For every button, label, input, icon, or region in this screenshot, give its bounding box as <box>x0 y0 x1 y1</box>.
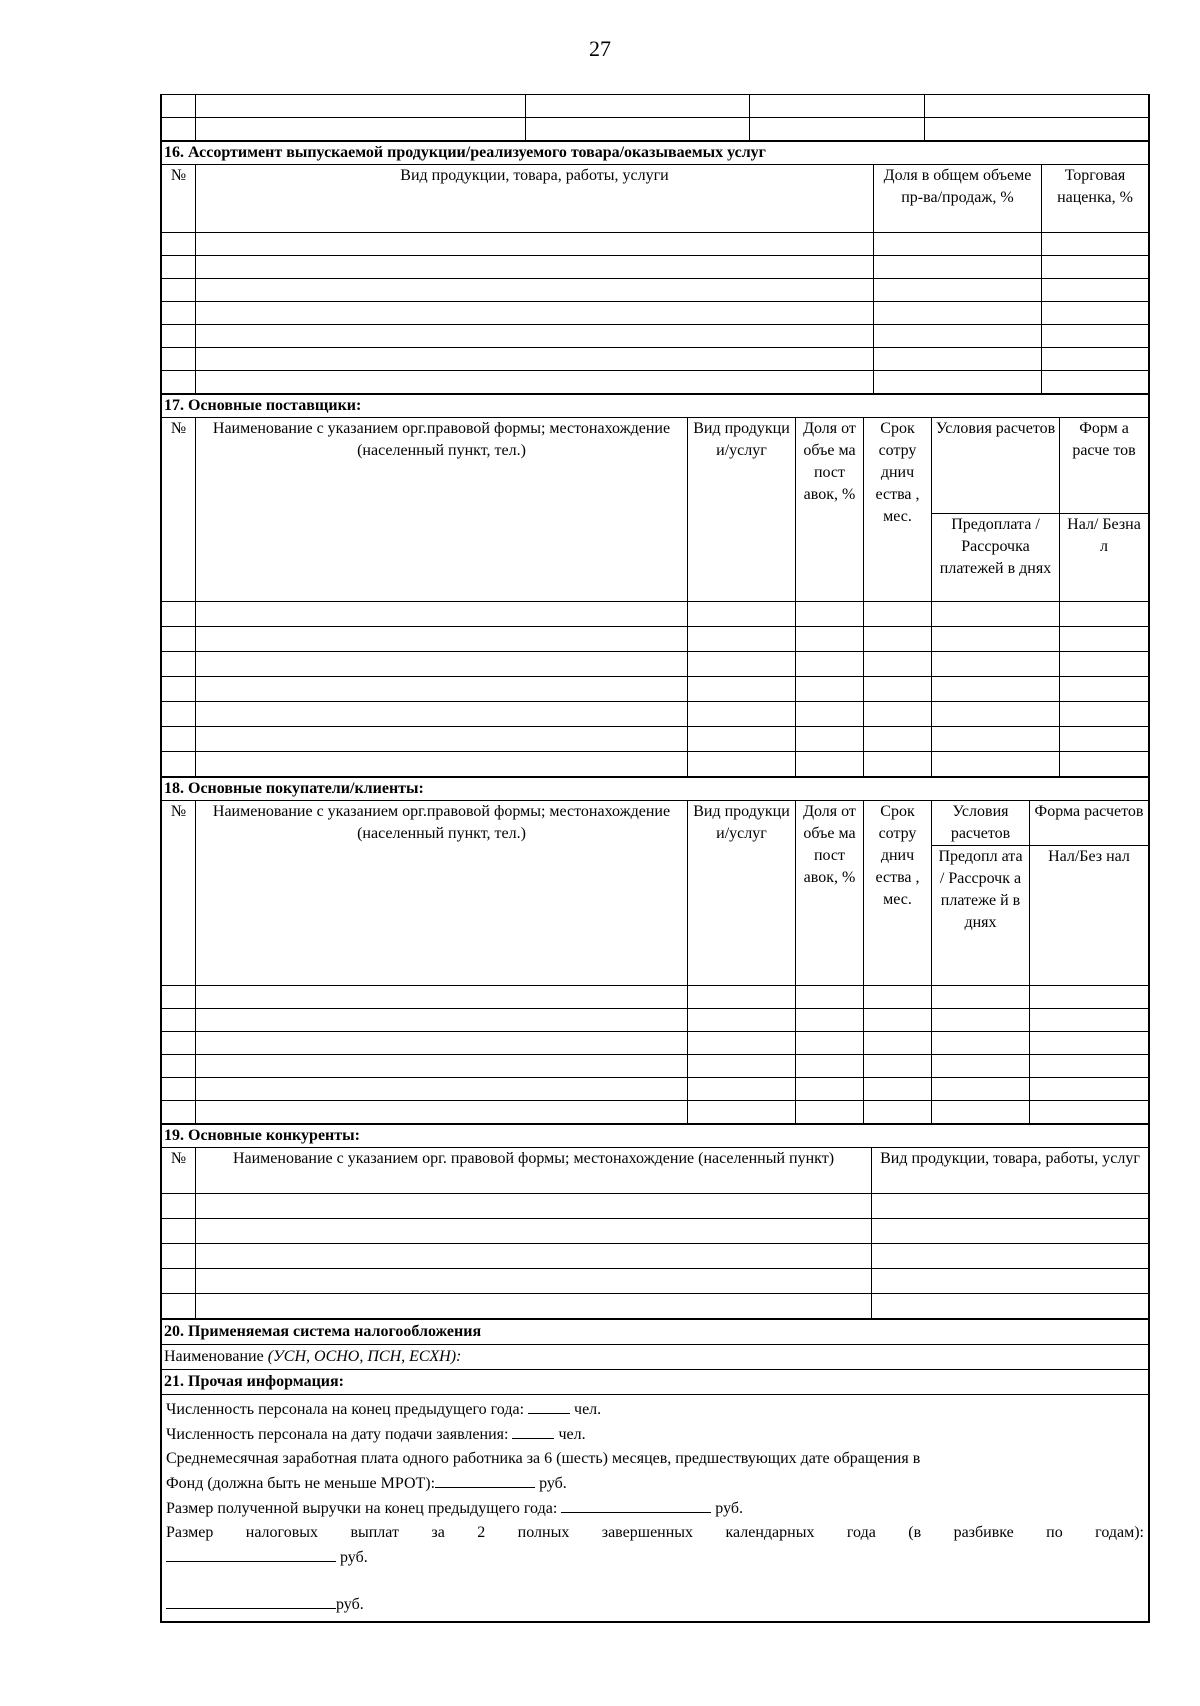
col-share-header: Доля от объе ма пост авок, % <box>796 418 864 602</box>
table-row[interactable] <box>162 727 1149 752</box>
col-number-header: № <box>162 1148 196 1194</box>
staff-application-input[interactable] <box>512 1422 554 1439</box>
col-product-header: Вид продукции, товара, работы, услуг <box>872 1148 1149 1194</box>
col-form-header: Форма расчетов <box>1030 801 1149 846</box>
avg-salary-label: Фонд (должна быть не меньше МРОТ): <box>166 1475 436 1492</box>
tax-year-2-input[interactable] <box>166 1592 336 1609</box>
col-terms-header: Условия расчетов <box>932 801 1030 846</box>
staff-application-unit: чел. <box>554 1426 586 1443</box>
page-number: 27 <box>589 36 611 61</box>
tax-year-1-input[interactable] <box>166 1545 336 1562</box>
table-row[interactable] <box>162 677 1149 702</box>
tax-system-field[interactable] <box>162 1345 1149 1370</box>
section-16-title: 16. Ассортимент выпускаемой продукции/реализуемого товара/оказываемых услуг <box>162 142 1149 165</box>
col-share-header: Доля от объе ма пост авок, % <box>796 801 864 986</box>
staff-application-label: Численность персонала на дату подачи заявления: <box>166 1426 513 1443</box>
section-17-title: 17. Основные поставщики: <box>162 395 1149 418</box>
col-term-header: Срок сотру днич ества , мес. <box>864 801 932 986</box>
section-17-table <box>161 394 1149 777</box>
table-row[interactable] <box>162 348 1149 371</box>
table-row[interactable] <box>162 371 1149 394</box>
col-name-header: Наименование с указанием орг.правовой формы; местонахождение (населенный пункт, тел.) <box>196 418 688 602</box>
section-19-table <box>161 1124 1149 1319</box>
col-form-header: Форм а расче тов <box>1060 418 1149 514</box>
table-row[interactable] <box>162 752 1149 777</box>
col-term-header: Срок сотру днич ества , мес. <box>864 418 932 602</box>
section-20-title: 20. Применяемая система налогообложения <box>162 1320 1149 1345</box>
table-row[interactable] <box>162 986 1149 1009</box>
application-form <box>160 94 1150 1623</box>
staff-end-year-label: Численность персонала на конец предыдущего года: <box>166 1401 529 1418</box>
table-row[interactable] <box>162 279 1149 302</box>
section-16-table <box>161 141 1149 394</box>
col-share-header: Доля в общем объеме пр-ва/продаж, % <box>874 165 1042 233</box>
section-21-title: 21. Прочая информация: <box>162 1370 1149 1395</box>
staff-end-year-unit: чел. <box>570 1401 602 1418</box>
staff-end-year-line <box>166 1397 1144 1422</box>
table-row[interactable] <box>162 652 1149 677</box>
col-product-header: Вид продукци и/услуг <box>688 418 796 602</box>
section-18-title: 18. Основные покупатели/клиенты: <box>162 778 1149 801</box>
col-product-header: Вид продукци и/услуг <box>688 801 796 986</box>
revenue-line <box>166 1496 1144 1521</box>
subcol-cash-header: Нал/ Безна л <box>1060 514 1149 602</box>
table-row[interactable] <box>162 1194 1149 1219</box>
table-row[interactable] <box>162 1294 1149 1319</box>
col-number-header: № <box>162 165 196 233</box>
tax-year-1-unit: руб. <box>336 1549 368 1566</box>
table-row[interactable] <box>162 702 1149 727</box>
section-20-21-table <box>161 1319 1149 1622</box>
tax-payments-year-2 <box>166 1592 1144 1617</box>
staff-end-year-input[interactable] <box>528 1397 570 1414</box>
col-number-header: № <box>162 801 196 986</box>
revenue-unit: руб. <box>711 1500 743 1517</box>
table-row[interactable] <box>162 1055 1149 1078</box>
table-row[interactable] <box>162 1032 1149 1055</box>
other-info-block <box>162 1395 1149 1622</box>
tax-system-hint: (УСН, ОСНО, ПСН, ЕСХН): <box>267 1348 462 1365</box>
tax-year-2-unit: руб. <box>336 1596 364 1613</box>
avg-salary-unit: руб. <box>535 1475 567 1492</box>
col-name-header: Наименование с указанием орг.правовой формы; местонахождение (населенный пункт, тел.) <box>196 801 688 986</box>
avg-salary-line-2 <box>166 1471 1144 1496</box>
avg-salary-input[interactable] <box>435 1471 535 1488</box>
avg-salary-line: Среднемесячная заработная плата одного работника за 6 (шесть) месяцев, предшествующих дате обращения в <box>166 1450 921 1467</box>
table-row[interactable] <box>162 1219 1149 1244</box>
table-row[interactable] <box>162 1101 1149 1124</box>
table-row[interactable] <box>162 233 1149 256</box>
section-19-title: 19. Основные конкуренты: <box>162 1125 1149 1148</box>
table-row[interactable] <box>162 325 1149 348</box>
revenue-label: Размер полученной выручки на конец предыдущего года: <box>166 1500 562 1517</box>
staff-application-line <box>166 1422 1144 1447</box>
section-18-table <box>161 777 1149 1124</box>
table-row[interactable] <box>162 1009 1149 1032</box>
table-row[interactable] <box>162 627 1149 652</box>
tax-payments-year-1 <box>166 1545 1144 1570</box>
table-row[interactable] <box>162 1269 1149 1294</box>
table-row[interactable] <box>162 1078 1149 1101</box>
table-row[interactable] <box>162 302 1149 325</box>
col-markup-header: Торговая наценка, % <box>1042 165 1149 233</box>
col-name-header: Наименование с указанием орг. правовой формы; местонахождение (населенный пункт) <box>196 1148 872 1194</box>
subcol-prepayment-header: Предопл ата / Рассрочк а платеже й в днях <box>932 846 1030 986</box>
subcol-cash-header: Нал/Без нал <box>1030 846 1149 986</box>
col-number-header: № <box>162 418 196 602</box>
table-row[interactable] <box>162 256 1149 279</box>
revenue-input[interactable] <box>561 1496 711 1513</box>
subcol-prepayment-header: Предоплата / Рассрочка платежей в днях <box>932 514 1060 602</box>
tax-system-label: Наименование <box>164 1348 268 1365</box>
previous-section-grid <box>161 95 1149 141</box>
table-row[interactable] <box>162 602 1149 627</box>
col-terms-header: Условия расчетов <box>932 418 1060 514</box>
tax-payments-line: Размер налоговых выплат за 2 полных завершенных календарных года (в разбивке по годам): <box>166 1524 1144 1541</box>
col-product-header: Вид продукции, товара, работы, услуги <box>196 165 874 233</box>
table-row[interactable] <box>162 1244 1149 1269</box>
